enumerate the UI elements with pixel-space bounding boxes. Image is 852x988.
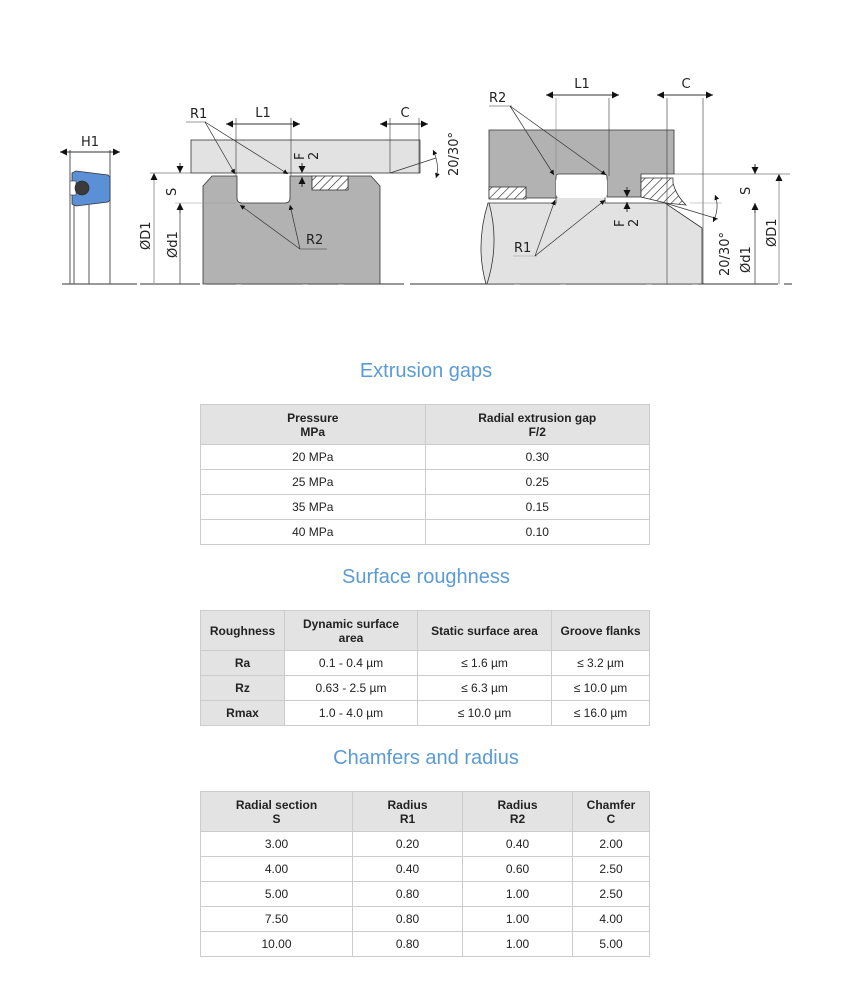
- right-installation-view: [434, 77, 792, 284]
- header-radius-r2: Radius R2: [463, 792, 573, 832]
- f-denominator-right: 2: [627, 218, 642, 227]
- f-denominator-left: 2: [307, 151, 322, 160]
- c-label-left: C: [400, 106, 410, 121]
- table-row: 35 MPa 0.15: [201, 495, 650, 520]
- table-header-row: [201, 611, 650, 651]
- f-numerator-left: F: [293, 152, 308, 160]
- d1-inner-label-left: Ød1: [166, 231, 181, 258]
- header-groove-flanks: Groove flanks: [552, 611, 650, 651]
- left-dark-part: [203, 176, 380, 284]
- header-dynamic-surface: Dynamic surface area: [285, 611, 418, 651]
- s-label-right: S: [739, 186, 754, 195]
- table-header-row: [201, 792, 650, 832]
- chamfers-radius-title: Chamfers and radius: [333, 747, 519, 769]
- d1-outer-label-left: ØD1: [139, 221, 154, 250]
- table-row: 3.00 0.20 0.40 2.00: [201, 832, 650, 857]
- extrusion-gaps-table: [200, 404, 650, 545]
- table-row: 20 MPa 0.30: [201, 445, 650, 470]
- r2-label-left: R2: [306, 233, 324, 248]
- table-row: 4.00 0.40 0.60 2.50: [201, 857, 650, 882]
- table-row: 7.50 0.80 1.00 4.00: [201, 907, 650, 932]
- f-numerator-right: F: [613, 219, 628, 227]
- s-label-left: S: [165, 187, 180, 196]
- right-backup-ring-right: [641, 178, 686, 205]
- r2-label-right: R2: [489, 91, 507, 106]
- h1-label: H1: [80, 135, 100, 150]
- table-row: 40 MPa 0.10: [201, 520, 650, 545]
- header-static-surface: Static surface area: [418, 611, 552, 651]
- header-roughness: Roughness: [201, 611, 285, 651]
- surface-roughness-table: [200, 610, 650, 726]
- surface-roughness-title: Surface roughness: [342, 566, 510, 588]
- r1-label-left: R1: [190, 107, 208, 122]
- extrusion-gaps-title: Extrusion gaps: [359, 360, 493, 382]
- table-row: Rmax 1.0 - 4.0 µm ≤ 10.0 µm ≤ 16.0 µm: [201, 701, 650, 726]
- header-radial-section: Radial section S: [201, 792, 353, 832]
- c-label-right: C: [681, 77, 691, 92]
- l1-label-right: L1: [574, 77, 590, 92]
- header-chamfer-c: Chamfer C: [573, 792, 650, 832]
- left-backup-ring: [312, 176, 348, 190]
- chamfers-radius-table: [200, 791, 650, 957]
- d1-inner-label-right: Ød1: [739, 246, 754, 273]
- table-row: 5.00 0.80 1.00 2.50: [201, 882, 650, 907]
- table-header-row: [201, 405, 650, 445]
- installation-drawing: [0, 0, 852, 300]
- header-pressure: Pressure MPa: [201, 405, 426, 445]
- right-backup-ring-left: [489, 187, 526, 199]
- r1-label-right: R1: [514, 241, 532, 256]
- table-row: Ra 0.1 - 0.4 µm ≤ 1.6 µm ≤ 3.2 µm: [201, 651, 650, 676]
- table-row: Rz 0.63 - 2.5 µm ≤ 6.3 µm ≤ 10.0 µm: [201, 676, 650, 701]
- seal-profile: [60, 135, 137, 284]
- o-ring: [75, 181, 89, 195]
- l1-label-left: L1: [255, 106, 271, 121]
- table-row: 25 MPa 0.25: [201, 470, 650, 495]
- angle-label-right: 20/30°: [718, 232, 733, 276]
- table-row: 10.00 0.80 1.00 5.00: [201, 932, 650, 957]
- left-installation-view: [139, 106, 462, 284]
- d1-outer-label-right: ØD1: [765, 218, 780, 247]
- header-radial-extrusion-gap: Radial extrusion gap F/2: [425, 405, 650, 445]
- header-radius-r1: Radius R1: [353, 792, 463, 832]
- angle-label-left: 20/30°: [447, 132, 462, 176]
